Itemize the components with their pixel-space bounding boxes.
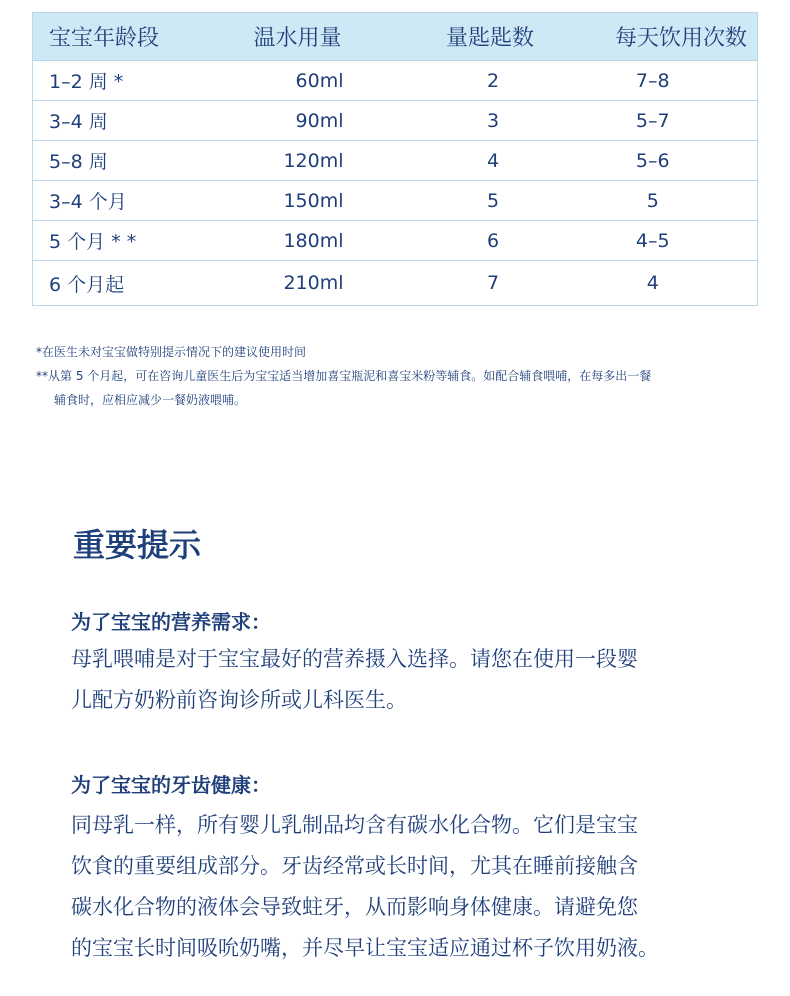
dental-line: 饮食的重要组成部分。牙齿经常或长时间，尤其在睡前接触含 [71, 854, 638, 878]
header-water: 温水用量 [238, 13, 388, 61]
cell-water: 180ml [238, 221, 388, 261]
cell-scoops: 4 [388, 141, 563, 181]
nutrition-line: 母乳喂哺是对于宝宝最好的营养摄入选择。请您在使用一段婴 [71, 647, 638, 671]
header-scoops: 量匙匙数 [388, 13, 563, 61]
cell-scoops: 2 [388, 61, 563, 101]
footnotes [36, 340, 766, 412]
dental-heading: 为了宝宝的牙齿健康： [71, 773, 271, 797]
cell-times: 7–8 [563, 61, 758, 101]
footnote-single-asterisk: *在医生未对宝宝做特别提示情况下的建议使用时间 [36, 345, 307, 359]
dental-body [71, 805, 751, 969]
nutrition-body [71, 639, 751, 721]
cell-times: 5–6 [563, 141, 758, 181]
cell-age: 6 个月起 [33, 261, 238, 306]
cell-water: 120ml [238, 141, 388, 181]
cell-water: 60ml [238, 61, 388, 101]
cell-scoops: 3 [388, 101, 563, 141]
cell-water: 150ml [238, 181, 388, 221]
nutrition-heading: 为了宝宝的营养需求： [71, 610, 271, 634]
nutrition-line: 儿配方奶粉前咨询诊所或儿科医生。 [71, 688, 407, 712]
table-row [33, 261, 758, 306]
table-row [33, 181, 758, 221]
table-row [33, 141, 758, 181]
cell-times: 4 [563, 261, 758, 306]
table-row [33, 221, 758, 261]
cell-water: 210ml [238, 261, 388, 306]
dental-line: 的宝宝长时间吸吮奶嘴，并尽早让宝宝适应通过杯子饮用奶液。 [71, 936, 659, 960]
cell-age: 3–4 周 [33, 101, 238, 141]
table-row [33, 101, 758, 141]
cell-scoops: 5 [388, 181, 563, 221]
cell-scoops: 6 [388, 221, 563, 261]
dental-line: 碳水化合物的液体会导致蛀牙，从而影响身体健康。请避免您 [71, 895, 638, 919]
cell-times: 5 [563, 181, 758, 221]
cell-times: 4–5 [563, 221, 758, 261]
cell-age: 5–8 周 [33, 141, 238, 181]
footnote-double-asterisk: **从第 5 个月起，可在咨询儿童医生后为宝宝适当增加喜宝瓶泥和喜宝米粉等辅食。如配合辅食喂哺，在每多出一餐 [36, 369, 652, 383]
table-row [33, 61, 758, 101]
cell-age: 1–2 周 * [33, 61, 238, 101]
cell-water: 90ml [238, 101, 388, 141]
dental-line: 同母乳一样，所有婴儿乳制品均含有碳水化合物。它们是宝宝 [71, 813, 638, 837]
cell-scoops: 7 [388, 261, 563, 306]
tips-title: 重要提示 [73, 526, 202, 564]
cell-age: 3–4 个月 [33, 181, 238, 221]
cell-age: 5 个月 * * [33, 221, 238, 261]
footnote-double-asterisk-continued: 辅食时，应相应减少一餐奶液喂哺。 [54, 393, 247, 407]
header-age: 宝宝年龄段 [33, 13, 238, 61]
feeding-table [32, 12, 758, 306]
header-times: 每天饮用次数 [563, 13, 758, 61]
table-header-row [33, 13, 758, 61]
cell-times: 5–7 [563, 101, 758, 141]
